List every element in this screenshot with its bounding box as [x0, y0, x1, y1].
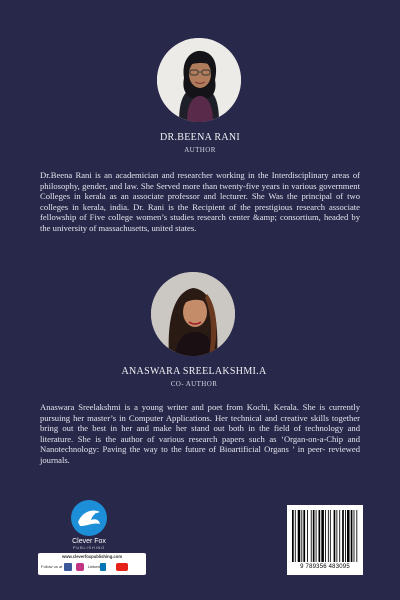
co-author-bio: Anaswara Sreelakshmi is a young writer and poet from Kochi, Kerala. She is currently pursuing her master’s in Computer Applications. Her technical and creative skills together bring out the best in her and make her stand out both in the field of technology and literature. She is the author of various research papers such as ‘Organ-on-a-Chip and Nanotechnology: Paving the way to the future of Bioartificial Organs ’ in peer- reviewed journals.: [40, 402, 360, 465]
facebook-icon: [64, 562, 72, 571]
youtube-icon: [116, 562, 128, 571]
author-portrait-image: [157, 38, 241, 122]
follow-us-label: Follow us at: [41, 564, 63, 569]
co-author-portrait-image: [151, 272, 235, 356]
co-author-role: CO- AUTHOR: [170, 380, 218, 388]
publisher-website: www.cleverfoxpublishing.com: [61, 554, 123, 559]
publisher-sub: PUBLISHING: [72, 545, 106, 550]
linkedin-label: Linked: [88, 564, 100, 569]
author-photo: [157, 38, 241, 122]
publisher-social-box: [38, 553, 146, 575]
co-author-name: ANASWARA SREELAKSHMI.A: [121, 366, 267, 377]
isbn-barcode: [287, 505, 363, 575]
author-bio: Dr.Beena Rani is an academician and researcher working in the Interdisciplinary areas of philosophy, gender, and law. She Served more than twenty-five years in various government Colleges in kerala as an associate professor and lecturer. She Was the principal of two colleges in kerala, india. Dr. Rani is the Recipient of the prestigious research associate fellowship of Five college women’s studies research center &amp; consortium, headed by the university of massachusetts, united states.: [40, 170, 360, 233]
isbn-number: 9 789356 483095: [300, 564, 350, 570]
instagram-icon: [76, 562, 84, 571]
co-author-photo: [151, 272, 235, 356]
publisher-name: Clever Fox: [72, 538, 106, 545]
barcode-icon: [291, 510, 359, 562]
author-name: DR.BEENA RANI: [159, 132, 240, 143]
clever-fox-logo-icon: [68, 498, 110, 538]
linkedin-icon: [88, 562, 106, 571]
author-role: AUTHOR: [184, 146, 216, 154]
